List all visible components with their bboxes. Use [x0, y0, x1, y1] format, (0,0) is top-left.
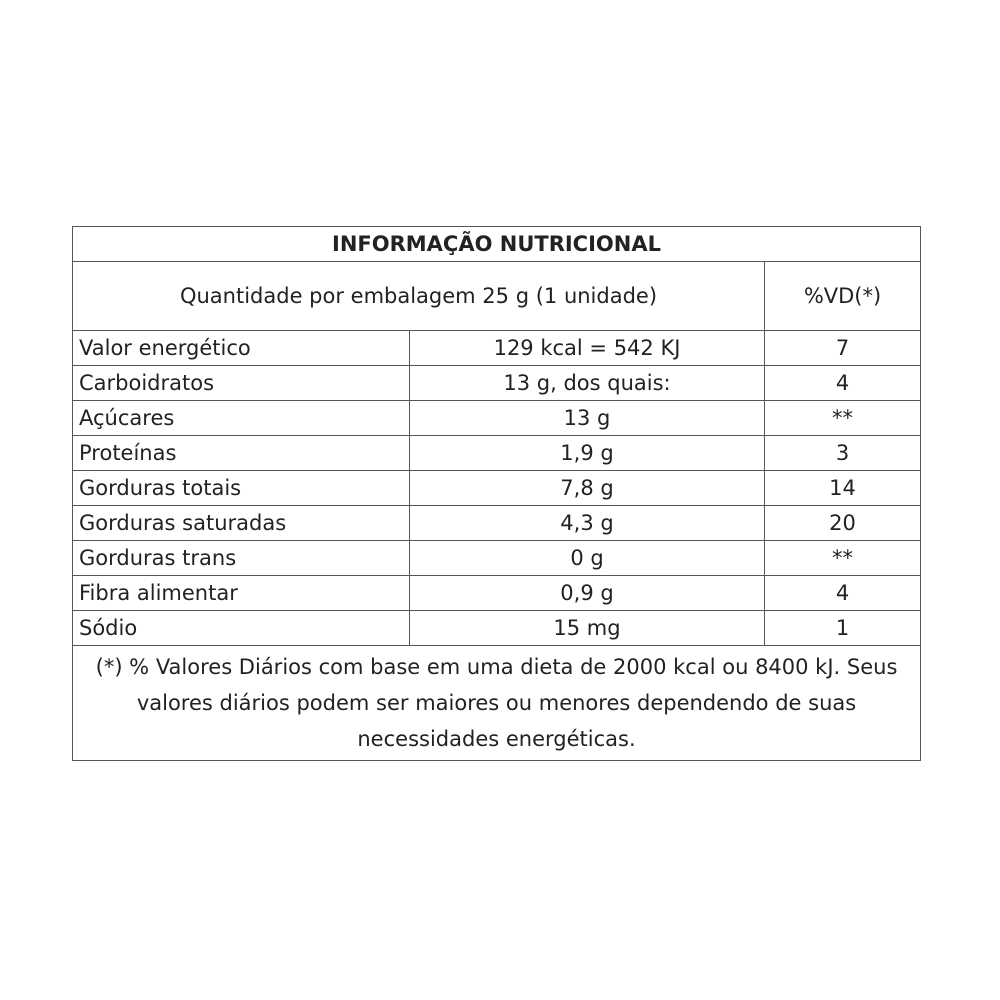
- footnote-line: (*) % Valores Diários com base em uma dieta de 2000 kcal ou 8400 kJ. Seus: [95, 655, 898, 679]
- nutrient-name: Gorduras trans: [73, 541, 410, 576]
- nutrient-amount: 1,9 g: [410, 436, 765, 471]
- table-title: INFORMAÇÃO NUTRICIONAL: [73, 227, 921, 262]
- nutrient-name: Gorduras totais: [73, 471, 410, 506]
- serving-size: Quantidade por embalagem 25 g (1 unidade): [73, 262, 765, 331]
- nutrient-amount: 0,9 g: [410, 576, 765, 611]
- table-row: [73, 471, 921, 506]
- nutrient-daily-value: **: [765, 541, 921, 576]
- title-row: [73, 227, 921, 262]
- nutrient-amount: 7,8 g: [410, 471, 765, 506]
- nutrient-name: Açúcares: [73, 401, 410, 436]
- table-row: [73, 506, 921, 541]
- nutrient-name: Gorduras saturadas: [73, 506, 410, 541]
- nutrient-amount: 13 g: [410, 401, 765, 436]
- table-row: [73, 401, 921, 436]
- table-row: [73, 366, 921, 401]
- nutrient-daily-value: 20: [765, 506, 921, 541]
- table-row: [73, 576, 921, 611]
- table-row: [73, 541, 921, 576]
- nutrient-name: Sódio: [73, 611, 410, 646]
- nutrient-name: Proteínas: [73, 436, 410, 471]
- table-row: [73, 331, 921, 366]
- nutrient-amount: 0 g: [410, 541, 765, 576]
- nutrient-daily-value: 7: [765, 331, 921, 366]
- footnote: [73, 646, 921, 761]
- nutrient-name: Fibra alimentar: [73, 576, 410, 611]
- nutrient-name: Valor energético: [73, 331, 410, 366]
- nutrient-amount: 4,3 g: [410, 506, 765, 541]
- serving-row: [73, 262, 921, 331]
- daily-value-header: %VD(*): [765, 262, 921, 331]
- nutrient-amount: 13 g, dos quais:: [410, 366, 765, 401]
- nutrient-daily-value: 4: [765, 576, 921, 611]
- nutrient-amount: 129 kcal = 542 KJ: [410, 331, 765, 366]
- nutrient-daily-value: 4: [765, 366, 921, 401]
- nutrient-daily-value: 1: [765, 611, 921, 646]
- footnote-row: [73, 646, 921, 761]
- nutrient-daily-value: 14: [765, 471, 921, 506]
- nutrient-daily-value: **: [765, 401, 921, 436]
- nutrient-daily-value: 3: [765, 436, 921, 471]
- nutrient-amount: 15 mg: [410, 611, 765, 646]
- footnote-line: valores diários podem ser maiores ou menores dependendo de suas: [136, 691, 857, 715]
- table-row: [73, 436, 921, 471]
- nutrition-facts-table: [72, 226, 921, 761]
- footnote-line: necessidades energéticas.: [357, 727, 636, 751]
- nutrient-name: Carboidratos: [73, 366, 410, 401]
- table-row: [73, 611, 921, 646]
